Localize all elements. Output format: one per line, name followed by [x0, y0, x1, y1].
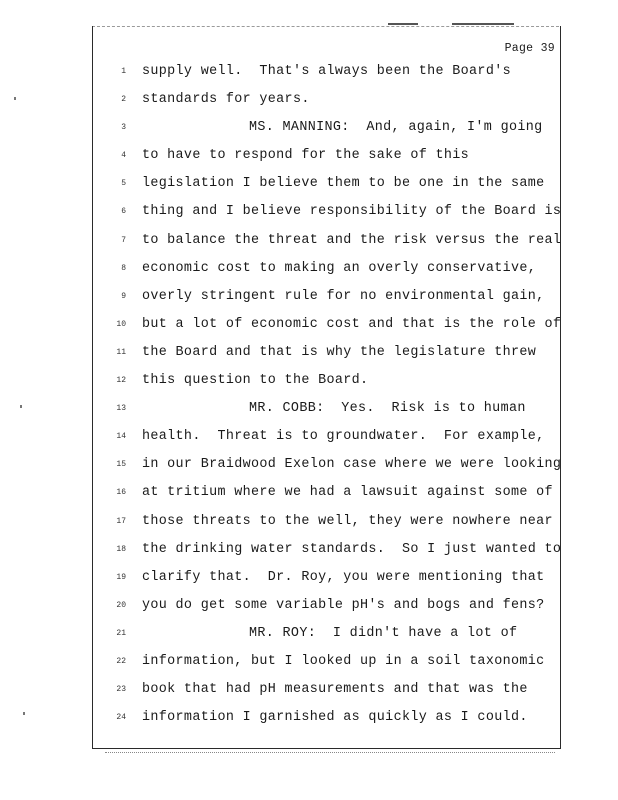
- line-text: those threats to the well, they were nowhere near: [142, 513, 553, 529]
- line-number: 15: [116, 460, 126, 470]
- line-text: thing and I believe responsibility of the Board is: [142, 204, 562, 220]
- transcript-line: [92, 479, 559, 507]
- transcript-line: [92, 311, 562, 339]
- transcript-line: [92, 198, 562, 226]
- speaker-line-text: MR. ROY: I didn't have a lot of: [249, 625, 518, 641]
- scan-speck: [20, 405, 22, 408]
- transcript-line: [92, 170, 559, 198]
- line-number: 16: [116, 488, 126, 498]
- transcript-line: [92, 114, 559, 142]
- line-text: you do get some variable pH's and bogs and fens?: [142, 597, 545, 613]
- line-text: health. Threat is to groundwater. For example,: [142, 429, 545, 445]
- line-text: the drinking water standards. So I just wanted to: [142, 541, 562, 557]
- transcript-line: [92, 58, 559, 86]
- line-number: 2: [121, 95, 126, 105]
- line-number: 21: [116, 628, 126, 638]
- scan-speck: [14, 97, 16, 100]
- transcript-line: [92, 648, 559, 676]
- line-text: standards for years.: [142, 92, 310, 108]
- line-number: 20: [116, 600, 126, 610]
- line-text: clarify that. Dr. Roy, you were mentioning that: [142, 569, 545, 585]
- line-text: this question to the Board.: [142, 373, 369, 389]
- line-number: 6: [121, 207, 126, 217]
- transcript-line: [92, 395, 559, 423]
- line-number: 24: [116, 713, 126, 723]
- line-text: information I garnished as quickly as I could.: [142, 710, 528, 726]
- transcript-line: [92, 423, 559, 451]
- transcript-line: [92, 676, 559, 704]
- line-number: 10: [116, 319, 126, 329]
- page-number: Page 39: [504, 42, 555, 55]
- line-number: 11: [116, 347, 126, 357]
- line-number: 9: [121, 291, 126, 301]
- transcript-line: [92, 367, 559, 395]
- line-text: but a lot of economic cost and that is the role of: [142, 316, 562, 332]
- transcript-lines: [92, 58, 562, 732]
- line-text: at tritium where we had a lawsuit against some of: [142, 485, 553, 501]
- line-number: 1: [121, 67, 126, 76]
- transcript-line: [92, 620, 559, 648]
- line-number: 12: [116, 376, 126, 386]
- transcript-line: [92, 451, 562, 479]
- transcript-line: [92, 564, 559, 592]
- line-number: 22: [116, 656, 126, 666]
- page-footer-rule: [105, 752, 555, 753]
- line-text: legislation I believe them to be one in the same: [142, 176, 545, 192]
- speaker-line-text: MR. COBB: Yes. Risk is to human: [249, 401, 526, 417]
- line-number: 17: [116, 516, 126, 526]
- line-text: to balance the threat and the risk versus the real: [142, 232, 562, 248]
- line-number: 13: [116, 404, 126, 414]
- transcript-line: [92, 142, 559, 170]
- transcript-line: [92, 508, 559, 536]
- line-number: 3: [121, 123, 126, 133]
- transcript-line: [92, 283, 559, 311]
- line-text: book that had pH measurements and that was the: [142, 682, 528, 698]
- scan-speck: [23, 712, 25, 715]
- transcript-line: [92, 592, 559, 620]
- line-text: supply well. That's always been the Board's: [142, 64, 511, 79]
- line-number: 18: [116, 544, 126, 554]
- transcript-line: [92, 86, 559, 114]
- transcript-line: [92, 339, 559, 367]
- scan-mark-top-right: [452, 23, 514, 25]
- line-text: overly stringent rule for no environmental gain,: [142, 288, 545, 304]
- line-number: 4: [121, 151, 126, 161]
- line-text: to have to respond for the sake of this: [142, 148, 470, 164]
- transcript-line: [92, 704, 559, 732]
- line-number: 23: [116, 685, 126, 695]
- transcript-line: [92, 255, 559, 283]
- transcript-line: [92, 227, 562, 255]
- line-text: the Board and that is why the legislature threw: [142, 344, 537, 360]
- line-text: information, but I looked up in a soil taxonomic: [142, 653, 545, 669]
- speaker-line-text: MS. MANNING: And, again, I'm going: [249, 120, 543, 136]
- line-number: 19: [116, 572, 126, 582]
- line-text: economic cost to making an overly conservative,: [142, 260, 537, 276]
- scan-mark-top: [388, 23, 418, 25]
- line-number: 7: [121, 235, 126, 245]
- transcript-line: [92, 536, 562, 564]
- line-text: in our Braidwood Exelon case where we were looking: [142, 457, 562, 473]
- line-number: 8: [121, 263, 126, 273]
- line-number: 5: [121, 179, 126, 189]
- line-number: 14: [116, 432, 126, 442]
